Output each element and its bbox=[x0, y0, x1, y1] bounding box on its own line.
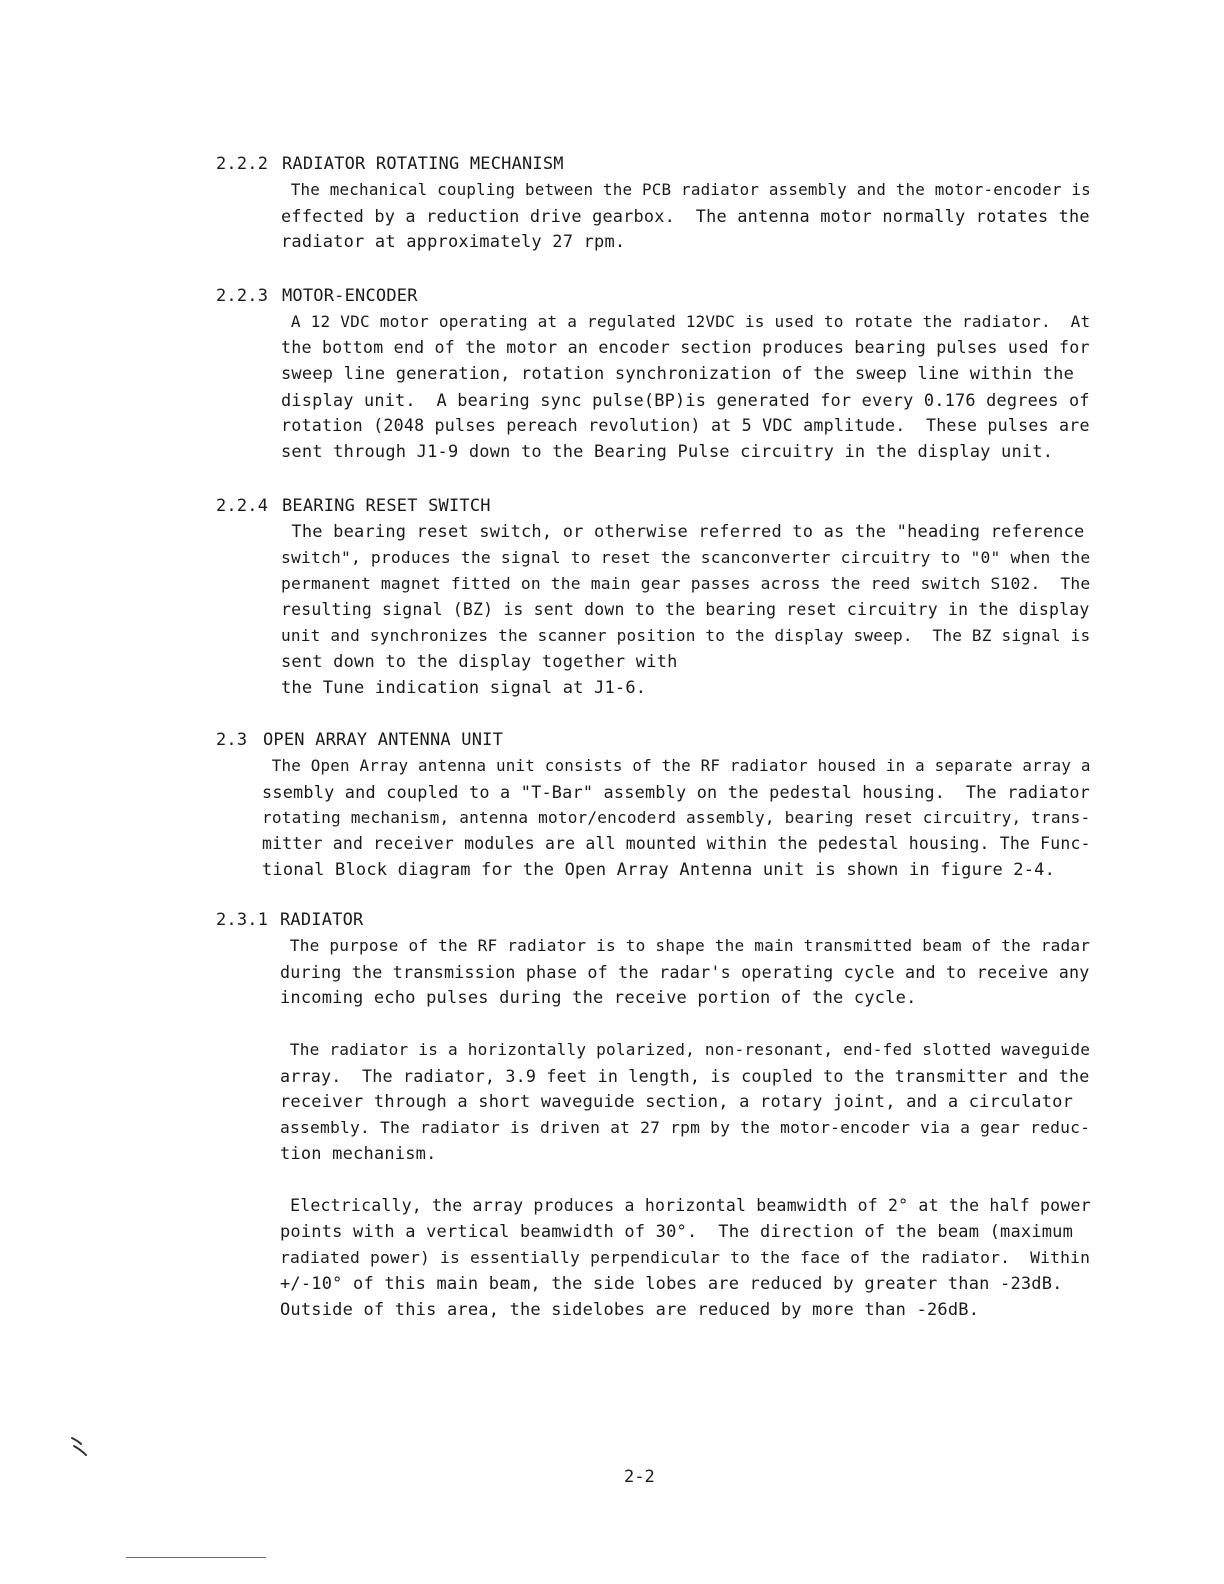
section-title: RADIATOR ROTATING MECHANISM bbox=[282, 154, 564, 174]
section-number: 2.2.3 bbox=[216, 286, 269, 306]
paragraph-line: tional Block diagram for the Open Array Antenna unit is shown in figure 2-4. bbox=[262, 860, 1056, 880]
paragraph-line: switch", produces the signal to reset the scanconverter circuitry to "0" when the bbox=[281, 548, 1091, 567]
section-heading bbox=[216, 154, 564, 174]
paragraph-line: sent through J1-9 down to the Bearing Pulse circuitry in the display unit. bbox=[281, 442, 1054, 462]
paragraph-line: The purpose of the RF radiator is to shape the main transmitted beam of the radar bbox=[280, 936, 1091, 955]
paragraph-line: incoming echo pulses during the receive portion of the cycle. bbox=[280, 988, 917, 1008]
paragraph-line: tion mechanism. bbox=[280, 1144, 437, 1164]
section-title: MOTOR-ENCODER bbox=[282, 286, 418, 306]
paragraph-line: permanent magnet fitted on the main gear passes across the reed switch S102. The bbox=[281, 574, 1091, 593]
paragraph-line: Electrically, the array produces a horizontal beamwidth of 2° at the half power bbox=[280, 1196, 1091, 1215]
scan-edge-divider bbox=[126, 1557, 266, 1558]
paragraph-line: mitter and receiver modules are all mounted within the pedestal housing. The Func- bbox=[262, 834, 1091, 853]
paragraph-line: sent down to the display together with bbox=[281, 652, 678, 672]
paragraph-line: The radiator is a horizontally polarized, non-resonant, end-fed slotted waveguide bbox=[280, 1040, 1091, 1059]
paragraph-line: A 12 VDC motor operating at a regulated 12VDC is used to rotate the radiator. At bbox=[281, 312, 1091, 331]
paragraph-line: rotating mechanism, antenna motor/encoderd assembly, bearing reset circuitry, trans- bbox=[262, 808, 1091, 827]
paragraph-line: Outside of this area, the sidelobes are reduced by more than -26dB. bbox=[280, 1300, 980, 1320]
paragraph-line: radiated power) is essentially perpendicular to the face of the radiator. Within bbox=[280, 1248, 1091, 1267]
paragraph-line: points with a vertical beamwidth of 30°. The direction of the beam (maximum bbox=[280, 1222, 1074, 1242]
section-number: 2.2.4 bbox=[216, 496, 269, 516]
paragraph-line: sweep line generation, rotation synchronization of the sweep line within the bbox=[281, 364, 1075, 384]
paragraph-line: assembly. The radiator is driven at 27 rpm by the motor-encoder via a gear reduc- bbox=[280, 1118, 1091, 1137]
paragraph-line: effected by a reduction drive gearbox. The antenna motor normally rotates the bbox=[281, 206, 1090, 226]
section-heading bbox=[216, 496, 491, 516]
section-title: RADIATOR bbox=[280, 910, 364, 930]
section-title: BEARING RESET SWITCH bbox=[282, 496, 491, 516]
paragraph-line: rotation (2048 pulses pereach revolution) at 5 VDC amplitude. These pulses are bbox=[281, 416, 1090, 435]
section-title: OPEN ARRAY ANTENNA UNIT bbox=[263, 730, 504, 750]
paragraph-line: +/-10° of this main beam, the side lobes are reduced by greater than -23dB. bbox=[280, 1274, 1063, 1294]
paragraph-line: the bottom end of the motor an encoder section produces bearing pulses used for bbox=[281, 338, 1090, 357]
paragraph-line: display unit. A bearing sync pulse(BP)is generated for every 0.176 degrees of bbox=[281, 390, 1090, 410]
paragraph-line: ssembly and coupled to a "T-Bar" assembly on the pedestal housing. The radiator bbox=[262, 782, 1091, 802]
section-heading bbox=[216, 910, 363, 930]
paragraph-line: The mechanical coupling between the PCB radiator assembly and the motor-encoder is bbox=[281, 180, 1091, 199]
section-heading bbox=[216, 730, 503, 750]
paragraph-line: the Tune indication signal at J1-6. bbox=[281, 678, 647, 698]
paragraph-line: unit and synchronizes the scanner position to the display sweep. The BZ signal is bbox=[281, 626, 1091, 645]
section-number: 2.3.1 bbox=[216, 910, 269, 930]
section-number: 2.3 bbox=[216, 730, 248, 750]
paragraph-line: The bearing reset switch, or otherwise referred to as the "heading reference bbox=[281, 522, 1085, 542]
paragraph-line: array. The radiator, 3.9 feet in length, is coupled to the transmitter and the bbox=[280, 1066, 1090, 1086]
section-number: 2.2.2 bbox=[216, 154, 269, 174]
paragraph-line: during the transmission phase of the radar's operating cycle and to receive any bbox=[280, 962, 1090, 982]
section-heading bbox=[216, 286, 418, 306]
margin-scribble-icon bbox=[68, 1432, 94, 1458]
paragraph-line: receiver through a short waveguide section, a rotary joint, and a circulator bbox=[280, 1092, 1074, 1112]
page-number: 2-2 bbox=[624, 1467, 655, 1487]
paragraph-line: radiator at approximately 27 rpm. bbox=[281, 232, 626, 252]
paragraph-line: resulting signal (BZ) is sent down to the bearing reset circuitry in the display bbox=[281, 600, 1090, 619]
paragraph-line: The Open Array antenna unit consists of the RF radiator housed in a separate array a bbox=[262, 756, 1091, 775]
